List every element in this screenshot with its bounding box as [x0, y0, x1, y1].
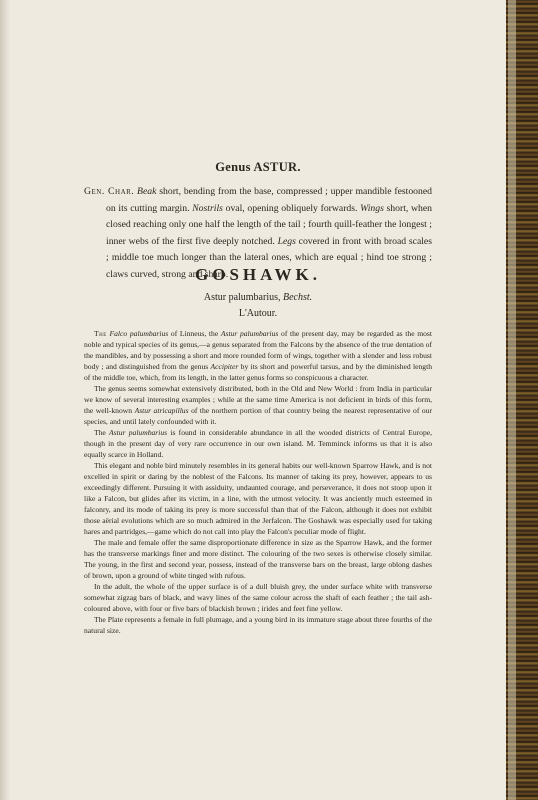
description-paragraph [84, 328, 432, 383]
page-gutter [0, 0, 10, 800]
description-paragraph [84, 537, 432, 581]
text-run: by its short and powerful tarsus, and by the diminished length of the middle toe, which, from its length, in the latter genus forms so conspicuous a character. [84, 362, 432, 382]
text-run: short, when closed reaching only one half the length of the tail ; fourth quill-feather the longest ; inner webs of the first five deeply notched. [106, 202, 433, 247]
text-run: The [94, 428, 110, 437]
text-run: The Plate represents a female in full plumage, and a young bird in its immature stage about three fourths of the natural size. [84, 615, 432, 635]
scientific-name [84, 292, 432, 303]
text-run: of Linneus, the [168, 329, 221, 338]
description-paragraph [84, 427, 432, 460]
text-run: of the northern portion of that country being the nearest representative of our species, and until lately confounded with it. [84, 406, 432, 426]
description-paragraph [84, 383, 432, 427]
italic-run: Falco palumbarius [109, 329, 169, 338]
italic-run: Wings [360, 202, 384, 214]
italic-run: Legs [277, 235, 296, 247]
text-run: The male and female offer the same disproportionate difference in size as the Sparrow Hawk, and the former has the transverse markings finer and more distinct. The colouring of the two sexes is otherwise closely similar. The young, in the first and second year, possess, instead of the transverse bars on the breast, large oblong dashes of brown, upon a ground of white tinged with rufous. [84, 538, 432, 580]
text-run: oval, opening obliquely forwards. [222, 202, 361, 214]
description-paragraph [84, 581, 432, 614]
description-paragraph [84, 614, 432, 636]
smallcaps-run: The [94, 329, 107, 338]
page-edge-highlight [508, 0, 516, 800]
italic-run: Beak [137, 186, 157, 197]
text-run: This elegant and noble bird minutely resembles in its general habits our well-known Sparrow Hawk, and is not excelled in spirit or daring by the noblest of the Falcons. Its manner of taking its prey, however, appears to us exceedingly different. Pursuing it with assiduity, undaunted courage, and perseverance, it does not stoop upon it like a Falcon, but glides after its victim, in a line, with the utmost velocity. It was anciently much esteemed in falconry, and its mode of taking its prey is more successful than that of the Falcon, although it does not exhibit those aërial evolutions which are so much admired in the Jerfalcon. The Goshawk was especially used for taking hares and partridges,—game which do not call into play the Falcon's peculiar mode of flight. [84, 461, 432, 536]
text-run: In the adult, the whole of the upper surface is of a dull bluish grey, the under surface white with transverse somewhat zigzag bars of black, and wavy lines of the same colour across the shaft of each feather ; the tail ash-coloured above, with four or five bars of blackish brown ; irides and feet fine yellow. [84, 582, 432, 613]
italic-run: Nostrils [192, 202, 223, 214]
scientific-name-text: Astur palumbarius, [203, 292, 281, 303]
italic-run: Accipiter [210, 362, 239, 371]
genus-char-label: Gen. Char. [84, 186, 135, 197]
species-description [84, 328, 432, 636]
text-run: is found in considerable abundance in all the wooded districts of Central Europe, though in the present day of very rare occurrence in our own island. M. Temminck informs us that it is also equally scarce in Holland. [84, 428, 433, 459]
italic-run: Astur palumbarius [109, 428, 168, 437]
text-run: covered in front with broad scales ; middle toe much longer than the lateral ones, which are equal ; hind toe strong ; claws curved, strong and sharp. [106, 235, 433, 280]
text-run: short, bending from the base, compressed ; upper mandible festooned on its cutting margin. [106, 186, 433, 214]
italic-run: Astur palumbarius [220, 329, 279, 338]
scientific-authority: Bechst. [283, 292, 313, 303]
species-title: GOSHAWK. [195, 265, 321, 284]
text-run: of the present day, may be regarded as the most noble and typical species of its genus,—a genus separated from the Falcons by the absence of the true dentation of the mandibles, and by possessing a short and more rounded form of wings, together with a slender and less robust body ; and distinguished from the genus [84, 329, 432, 371]
genus-title: Genus ASTUR. [215, 160, 301, 174]
italic-run: Astur atricapillus [134, 406, 189, 415]
french-name: L'Autour. [238, 308, 278, 319]
description-paragraph [84, 460, 432, 537]
text-run: The genus seems somewhat extensively distributed, both in the Old and New World : from India in particular we know of several interesting examples ; while at the same time America is not deficient in birds of this form, the well-known [84, 384, 432, 415]
